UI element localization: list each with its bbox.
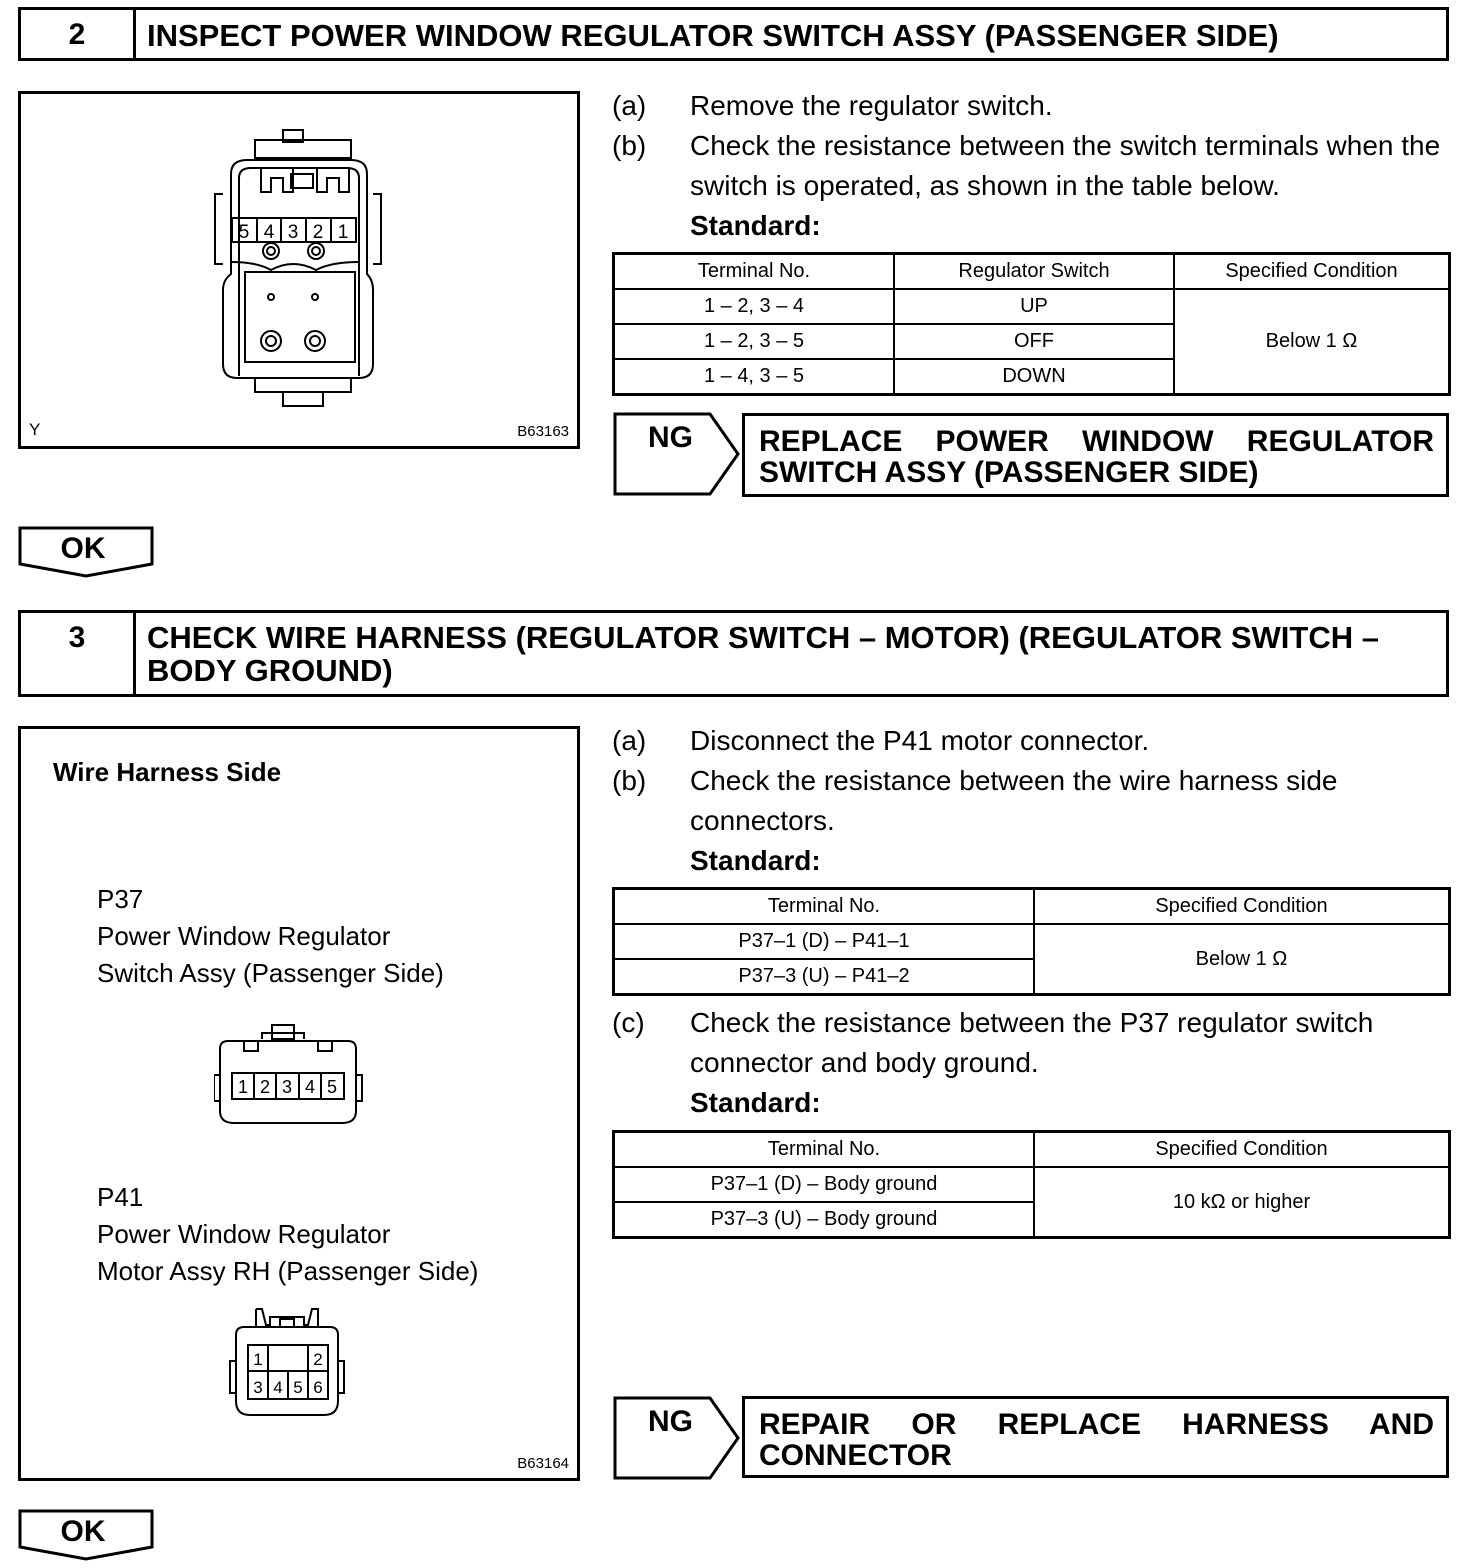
ng-action: REPLACE POWER WINDOW REGULATOR SWITCH ASSY (PASSENGER SIDE) bbox=[742, 413, 1449, 497]
condition-cell: Below 1 Ω bbox=[1174, 289, 1450, 395]
pin-label: 1 bbox=[253, 1350, 263, 1369]
terminal-cell: P37–3 (U) – Body ground bbox=[614, 1202, 1035, 1238]
pin-label: 5 bbox=[326, 1077, 338, 1097]
instruction-text: Remove the regulator switch. bbox=[690, 90, 1053, 121]
table-header: Regulator Switch bbox=[894, 254, 1174, 290]
step-2-instructions bbox=[612, 86, 1452, 246]
connector-desc-line2: Motor Assy RH (Passenger Side) bbox=[97, 1256, 479, 1286]
p37-connector-drawing bbox=[214, 1023, 374, 1133]
pin-label: 5 bbox=[238, 222, 250, 243]
ok-branch bbox=[18, 526, 156, 578]
instruction-text: Check the resistance between the P37 regulator switch connector and body ground. bbox=[690, 1007, 1374, 1078]
pin-label: 5 bbox=[293, 1378, 303, 1397]
pin-label: 2 bbox=[259, 1077, 271, 1097]
condition-cell: 10 kΩ or higher bbox=[1034, 1167, 1450, 1238]
wire-harness-figure bbox=[18, 726, 580, 1481]
instruction-b bbox=[612, 126, 1452, 206]
switch-cell: DOWN bbox=[894, 359, 1174, 395]
terminal-cell: 1 – 2, 3 – 4 bbox=[614, 289, 895, 324]
table-row bbox=[614, 1167, 1450, 1202]
ng-label: NG bbox=[648, 1405, 693, 1438]
figure-heading: Wire Harness Side bbox=[53, 757, 282, 787]
condition-cell: Below 1 Ω bbox=[1034, 924, 1450, 995]
step-title: CHECK WIRE HARNESS (REGULATOR SWITCH – MOTOR) (REGULATOR SWITCH – BODY GROUND) bbox=[147, 620, 1379, 688]
standard-label: Standard: bbox=[690, 845, 821, 876]
instruction-text: Disconnect the P41 motor connector. bbox=[690, 725, 1150, 756]
instruction-label: (a) bbox=[612, 725, 647, 756]
switch-figure bbox=[18, 91, 580, 449]
pin-label: 4 bbox=[304, 1077, 316, 1097]
ng-label: NG bbox=[648, 421, 693, 454]
table-header: Specified Condition bbox=[1034, 889, 1450, 925]
step-number: 2 bbox=[21, 10, 136, 58]
step-3-instructions bbox=[612, 721, 1452, 881]
pin-label: 3 bbox=[253, 1378, 263, 1397]
step-title: INSPECT POWER WINDOW REGULATOR SWITCH ASSY (PASSENGER SIDE) bbox=[147, 18, 1279, 53]
table-header: Specified Condition bbox=[1174, 254, 1450, 290]
switch-cell: OFF bbox=[894, 324, 1174, 359]
step-number: 3 bbox=[21, 613, 136, 694]
table-row bbox=[614, 924, 1450, 959]
instruction-label: (b) bbox=[612, 130, 647, 161]
instruction-text: Check the resistance between the wire harness side connectors. bbox=[690, 765, 1338, 836]
connector-desc-line2: Switch Assy (Passenger Side) bbox=[97, 958, 444, 988]
instruction-label: (c) bbox=[612, 1007, 645, 1038]
pin-label: 1 bbox=[337, 222, 349, 243]
table-header: Terminal No. bbox=[614, 1132, 1035, 1168]
instruction-a bbox=[612, 721, 1452, 761]
pin-label: 4 bbox=[263, 222, 275, 243]
terminal-cell: P37–1 (D) – Body ground bbox=[614, 1167, 1035, 1202]
pin-label: 6 bbox=[313, 1378, 323, 1397]
figure-corner-label: Y bbox=[29, 420, 41, 439]
p41-connector-drawing bbox=[226, 1305, 366, 1425]
pin-label: 3 bbox=[287, 222, 299, 243]
instruction-text: Check the resistance between the switch terminals when the switch is operated, as shown in the table below. bbox=[690, 130, 1441, 201]
ok-branch bbox=[18, 1509, 156, 1561]
ng-action: REPAIR OR REPLACE HARNESS AND CONNECTOR bbox=[742, 1396, 1449, 1478]
pin-label: 4 bbox=[273, 1378, 283, 1397]
ok-label: OK bbox=[60, 1515, 106, 1548]
instruction-c bbox=[612, 1003, 1452, 1083]
regulator-switch-connector-drawing bbox=[21, 94, 577, 446]
instruction-b bbox=[612, 761, 1452, 841]
table-header: Specified Condition bbox=[1034, 1132, 1450, 1168]
connector-code: P41 bbox=[97, 1182, 144, 1212]
pin-label: 2 bbox=[313, 1350, 323, 1369]
table-header: Terminal No. bbox=[614, 254, 895, 290]
step-3-header bbox=[18, 610, 1449, 697]
table-header: Terminal No. bbox=[614, 889, 1035, 925]
connector-desc-line1: Power Window Regulator bbox=[97, 921, 391, 951]
pin-label: 1 bbox=[237, 1077, 249, 1097]
switch-cell: UP bbox=[894, 289, 1174, 324]
step-3-instruction-c bbox=[612, 1003, 1452, 1123]
figure-id: B63163 bbox=[517, 423, 569, 440]
connector-p41-caption bbox=[97, 1179, 478, 1290]
step-3-harness-table bbox=[612, 887, 1451, 996]
table-row bbox=[614, 289, 1450, 324]
ok-label: OK bbox=[60, 532, 106, 565]
terminal-cell: P37–1 (D) – P41–1 bbox=[614, 924, 1035, 959]
terminal-cell: 1 – 2, 3 – 5 bbox=[614, 324, 895, 359]
terminal-cell: 1 – 4, 3 – 5 bbox=[614, 359, 895, 395]
standard-label: Standard: bbox=[690, 210, 821, 241]
instruction-label: (a) bbox=[612, 90, 647, 121]
standard-label: Standard: bbox=[690, 1087, 821, 1118]
instruction-a bbox=[612, 86, 1452, 126]
connector-p37-caption bbox=[97, 881, 444, 992]
pin-label: 3 bbox=[281, 1077, 293, 1097]
pin-label: 2 bbox=[312, 222, 324, 243]
step-2-spec-table bbox=[612, 252, 1451, 396]
instruction-label: (b) bbox=[612, 765, 647, 796]
terminal-cell: P37–3 (U) – P41–2 bbox=[614, 959, 1035, 995]
connector-code: P37 bbox=[97, 884, 144, 914]
figure-id: B63164 bbox=[517, 1455, 569, 1472]
step-3-ground-table bbox=[612, 1130, 1451, 1239]
connector-desc-line1: Power Window Regulator bbox=[97, 1219, 391, 1249]
step-2-header bbox=[18, 7, 1449, 61]
